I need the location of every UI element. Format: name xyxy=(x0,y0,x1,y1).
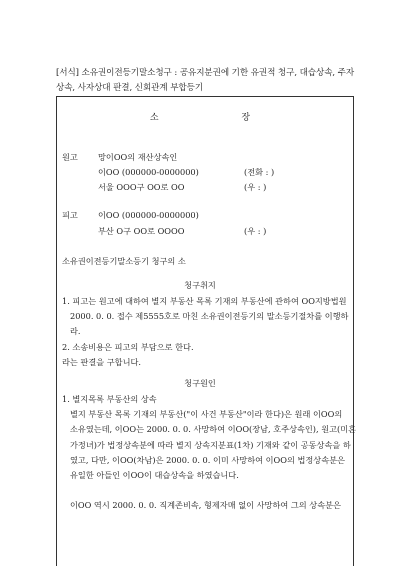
cause-subtitle: 1. 별지목록 부동산의 상속 xyxy=(62,394,157,404)
cause-line: 소유였는데, 이OO는 2000. 0. 0. 사망하여 이OO(장남, 호주상속인), 원고(미혼 xyxy=(70,424,357,435)
cause-heading: 청구원인 xyxy=(184,378,216,388)
claim-line: 2000. 0. 0. 접수 제5555호로 마친 소유권이전등기의 말소등기절차를 이행하 xyxy=(70,311,349,322)
claim-line: 라. xyxy=(70,326,81,337)
form-header xyxy=(56,66,356,96)
claim-line: 2. 소송비용은 피고의 부담으로 한다. xyxy=(62,341,194,352)
cause-line: 별지 부동산 목록 기재의 부동산("이 사건 부동산"이라 한다)은 원래 이OO의 xyxy=(70,409,343,420)
plaintiff-label: 원고 xyxy=(62,152,78,162)
cause-line: 였고, 다만, 이OO(차남)은 2000. 0. 0. 이미 사망하여 이OO의 법정상속분은 xyxy=(70,454,345,465)
plaintiff-zip: (우 : ) xyxy=(244,182,267,192)
defendant-address: 부산 O구 OO로 OOOO xyxy=(98,226,185,236)
plaintiff-phone: (전화 : ) xyxy=(244,167,275,177)
form-header-line2: 상속, 사자상대 판결, 신회관계 부합등기 xyxy=(56,83,204,93)
claim-heading: 청구취지 xyxy=(184,280,216,290)
plaintiff-id: 이OO (000000-0000000) xyxy=(98,167,199,177)
claim-closing: 라는 판결을 구합니다. xyxy=(62,356,141,367)
case-name: 소유권이전등기말소등기 청구의 소 xyxy=(62,256,186,266)
document-title: 소 장 xyxy=(149,113,291,123)
cause-line: 유일한 아들인 이OO이 대습상속을 하였습니다. xyxy=(70,470,239,481)
cause-line: 가정녀)가 법정상속분에 따라 별지 상속지분표(1차) 기재와 같이 공동상속을 하 xyxy=(70,439,351,450)
form-header-line1: [서식] 소유권이전등기말소청구 : 공유지분권에 기한 유권적 청구, 대습상속, 주자 xyxy=(56,68,355,78)
cause-section xyxy=(62,392,356,483)
cause-line: 이OO 역시 2000. 0. 0. 직계존비속, 형제자매 없이 사망하여 그의 상속분은 xyxy=(70,500,341,510)
plaintiff-address: 서울 OOO구 OO로 OO xyxy=(98,182,185,192)
plaintiff-name: 망이OO의 재산상속인 xyxy=(98,152,178,162)
claim-section xyxy=(62,294,348,370)
claim-line: 1. 피고는 원고에 대하여 별지 부동산 목록 기재의 부동산에 관하여 OO지방법원 xyxy=(62,296,347,306)
defendant-zip: (우 : ) xyxy=(244,226,267,236)
defendant-label: 피고 xyxy=(62,210,78,220)
defendant-id: 이OO (000000-0000000) xyxy=(98,210,199,220)
